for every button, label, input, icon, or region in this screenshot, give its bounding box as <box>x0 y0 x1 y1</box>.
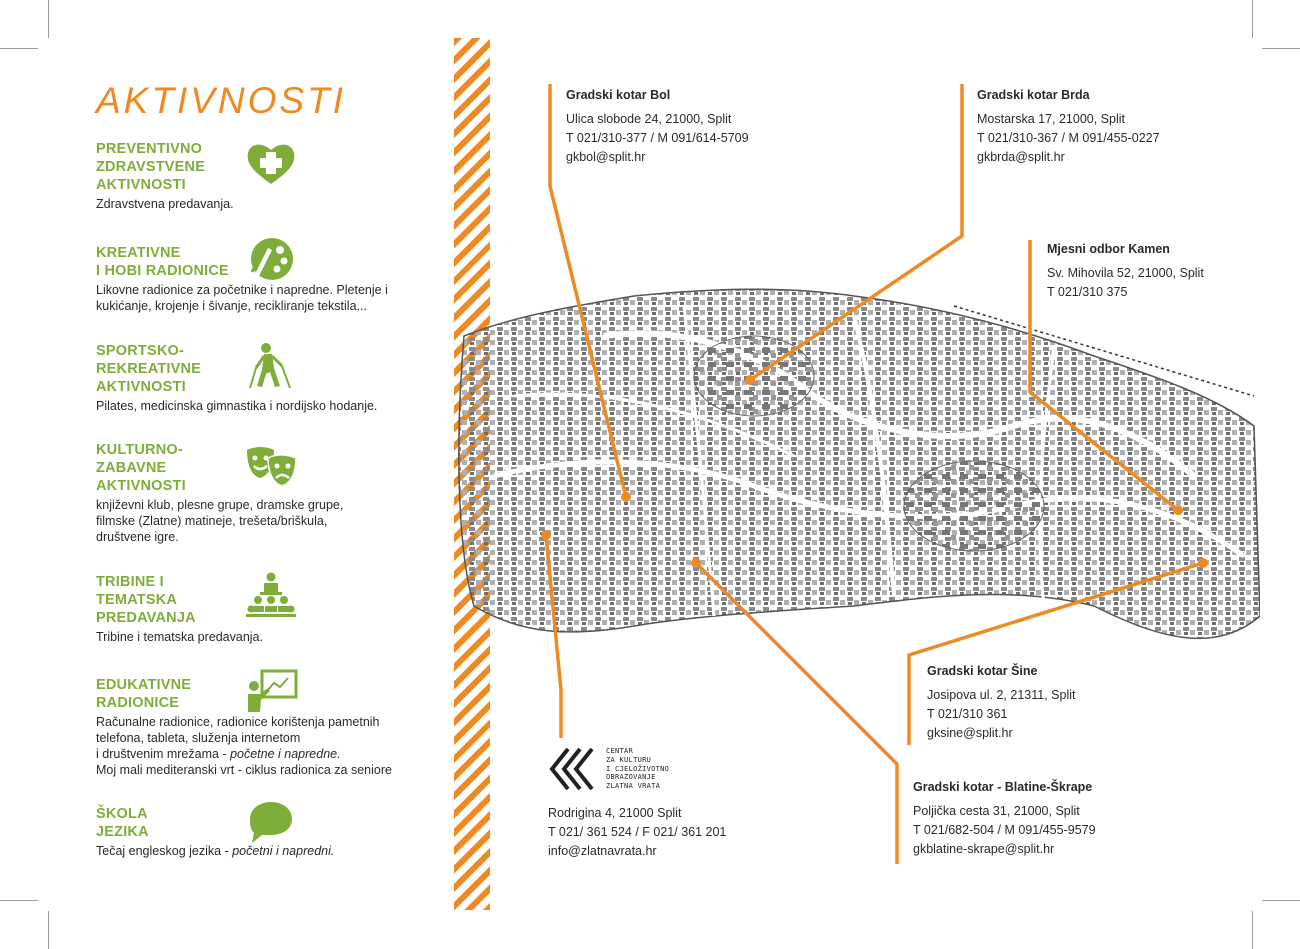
activity-description: Tribine i tematska predavanja. <box>96 630 263 644</box>
office-phone: T 021/310 361 <box>927 707 1008 721</box>
description-text: Moj mali mediteranski vrt - ciklus radionica za seniore <box>96 763 392 777</box>
office-phone: T 021/310-367 / M 091/455-0227 <box>977 131 1160 145</box>
office-phone: T 021/ 361 524 / F 021/ 361 201 <box>548 825 727 839</box>
office-address: Poljička cesta 31, 21000, Split <box>913 804 1080 818</box>
activity-name: EDUKATIVNE RADIONICE <box>96 677 192 711</box>
description-emphasis: početne i napredne. <box>230 747 341 761</box>
office-name: Gradski kotar Brda <box>977 88 1090 102</box>
office-name: Gradski kotar Šine <box>927 664 1038 678</box>
office-bol <box>566 86 749 167</box>
office-name: Mjesni odbor Kamen <box>1047 242 1170 256</box>
office-phone: T 021/310-377 / M 091/614-5709 <box>566 131 749 145</box>
office-address: Mostarska 17, 21000, Split <box>977 112 1125 126</box>
office-email[interactable]: info@zlatnavrata.hr <box>548 844 657 858</box>
activity-description: Zdravstvena predavanja. <box>96 197 234 211</box>
office-sine <box>927 662 1075 743</box>
chevrons-left-logo-icon <box>548 746 602 792</box>
activity-description: Likovne radionice za početnike i napredne. Pletenje i kukićanje, krojenje i šivanje, recikliranje tekstila... <box>96 283 388 313</box>
activity-name: KREATIVNE I HOBI RADIONICE <box>96 245 229 279</box>
office-address: Josipova ul. 2, 21311, Split <box>927 688 1076 702</box>
office-address: Sv. Mihovila 52, 21000, Split <box>1047 266 1204 280</box>
office-email[interactable]: gkblatine-skrape@split.hr <box>913 842 1055 856</box>
description-text: Računalne radionice, radionice korištenja pametnih telefona, tableta, služenja internetom i društvenim mrežama - <box>96 715 380 761</box>
activity-name: TRIBINE I TEMATSKA PREDAVANJA <box>96 574 196 626</box>
office-name: Gradski kotar Bol <box>566 88 671 102</box>
activity-name: KULTURNO- ZABAVNE AKTIVNOSTI <box>96 442 186 494</box>
office-centar <box>548 804 726 861</box>
activity-description: Pilates, medicinska gimnastika i nordijsko hodanje. <box>96 399 378 413</box>
office-email[interactable]: gkbrda@split.hr <box>977 150 1065 164</box>
activity-name: PREVENTIVNO ZDRAVSTVENE AKTIVNOSTI <box>96 141 206 193</box>
description-text: Tečaj engleskog jezika - <box>96 844 233 858</box>
office-address: Ulica slobode 24, 21000, Split <box>566 112 732 126</box>
description-emphasis: početni i napredni. <box>232 844 335 858</box>
office-brda <box>977 86 1160 167</box>
office-email[interactable]: gksine@split.hr <box>927 726 1013 740</box>
office-email[interactable]: gkbol@split.hr <box>566 150 646 164</box>
activity-name: ŠKOLA JEZIKA <box>96 806 149 840</box>
office-name: Gradski kotar - Blatine-Škrape <box>913 780 1093 794</box>
office-address: Rodrigina 4, 21000 Split <box>548 806 682 820</box>
page-title: AKTIVNOSTI <box>96 80 346 121</box>
office-phone: T 021/310 375 <box>1047 285 1128 299</box>
office-blatine-skrape <box>913 778 1096 859</box>
office-phone: T 021/682-504 / M 091/455-9579 <box>913 823 1096 837</box>
office-kamen <box>1047 240 1204 302</box>
activity-description: književni klub, plesne grupe, dramske grupe, filmske (Zlatne) matineje, trešeta/briškula, društvene igre. <box>96 498 344 544</box>
logo-text: CENTAR ZA KULTURU I CJELOŽIVOTNO OBRAZOVANJE ZLATNA VRATA <box>606 747 670 791</box>
zlatna-vrata-logo <box>548 746 678 794</box>
activity-name: SPORTSKO- REKREATIVNE AKTIVNOSTI <box>96 343 202 395</box>
